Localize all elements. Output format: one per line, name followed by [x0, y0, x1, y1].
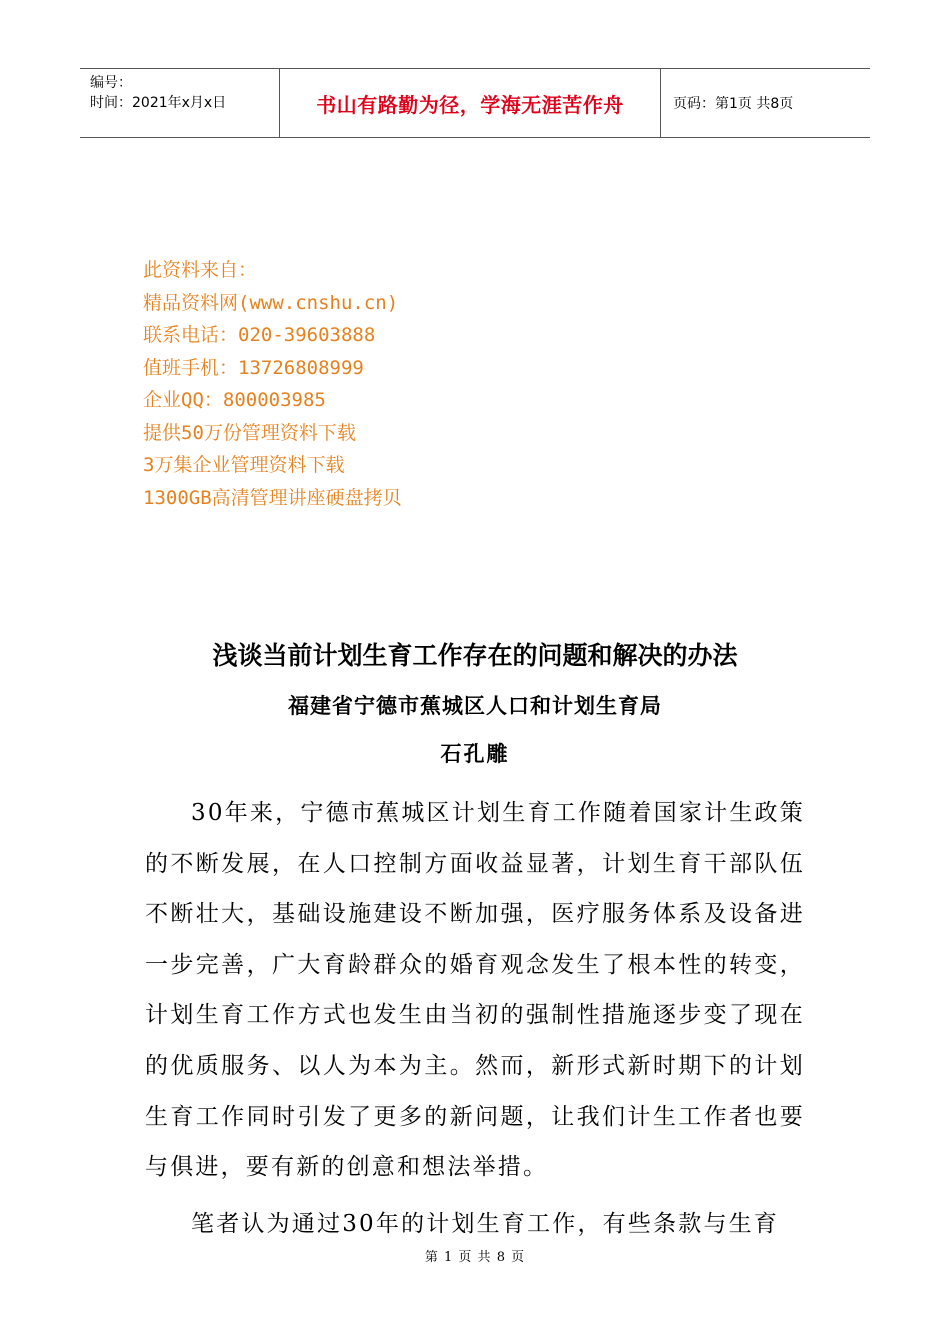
document-header [80, 68, 870, 138]
source-line: 精品资料网(www.cnshu.cn) [143, 291, 399, 314]
document-number-label: 编号： [90, 75, 132, 91]
header-page-info: 页码：第1页 共8页 [673, 96, 794, 112]
header-meta [80, 69, 280, 137]
document-time-label: 时间：2021年x月x日 [90, 95, 227, 111]
header-motto: 书山有路勤为径，学海无涯苦作舟 [280, 69, 661, 137]
source-info-block [143, 254, 402, 514]
article-paragraph: 30年来，宁德市蕉城区计划生育工作随着国家计生政策的不断发展，在人口控制方面收益显著，计划生育干部队伍不断壮大，基础设施建设不断加强，医疗服务体系及设备进一步完善，广大育龄群众的婚育观念发生了根本性的转变，计划生育工作方式也发生由当初的强制性措施逐步变了现在的优质服务、以人为本为主。然而，新形式新时期下的计划生育工作同时引发了更多的新问题，让我们计生工作者也要与俱进，要有新的创意和想法举措。 [145, 800, 805, 1181]
source-line: 1300GB高清管理讲座硬盘拷贝 [143, 486, 402, 509]
source-line: 值班手机：13726808999 [143, 356, 364, 379]
page-footer: 第 1 页 共 8 页 [424, 1250, 526, 1265]
article-paragraph: 笔者认为通过30年的计划生育工作，有些条款与生育 [191, 1210, 780, 1237]
article-author: 石孔雕 [440, 741, 510, 766]
source-line: 3万集企业管理资料下载 [143, 454, 345, 476]
article-title: 浅谈当前计划生育工作存在的问题和解决的办法 [212, 641, 738, 670]
source-line: 联系电话：020-39603888 [143, 324, 376, 346]
source-line: 提供50万份管理资料下载 [143, 421, 356, 444]
source-line: 此资料来自： [143, 259, 258, 281]
source-line: 企业QQ：800003985 [143, 389, 326, 411]
article-body [145, 788, 805, 1249]
article-organization: 福建省宁德市蕉城区人口和计划生育局 [288, 693, 662, 718]
